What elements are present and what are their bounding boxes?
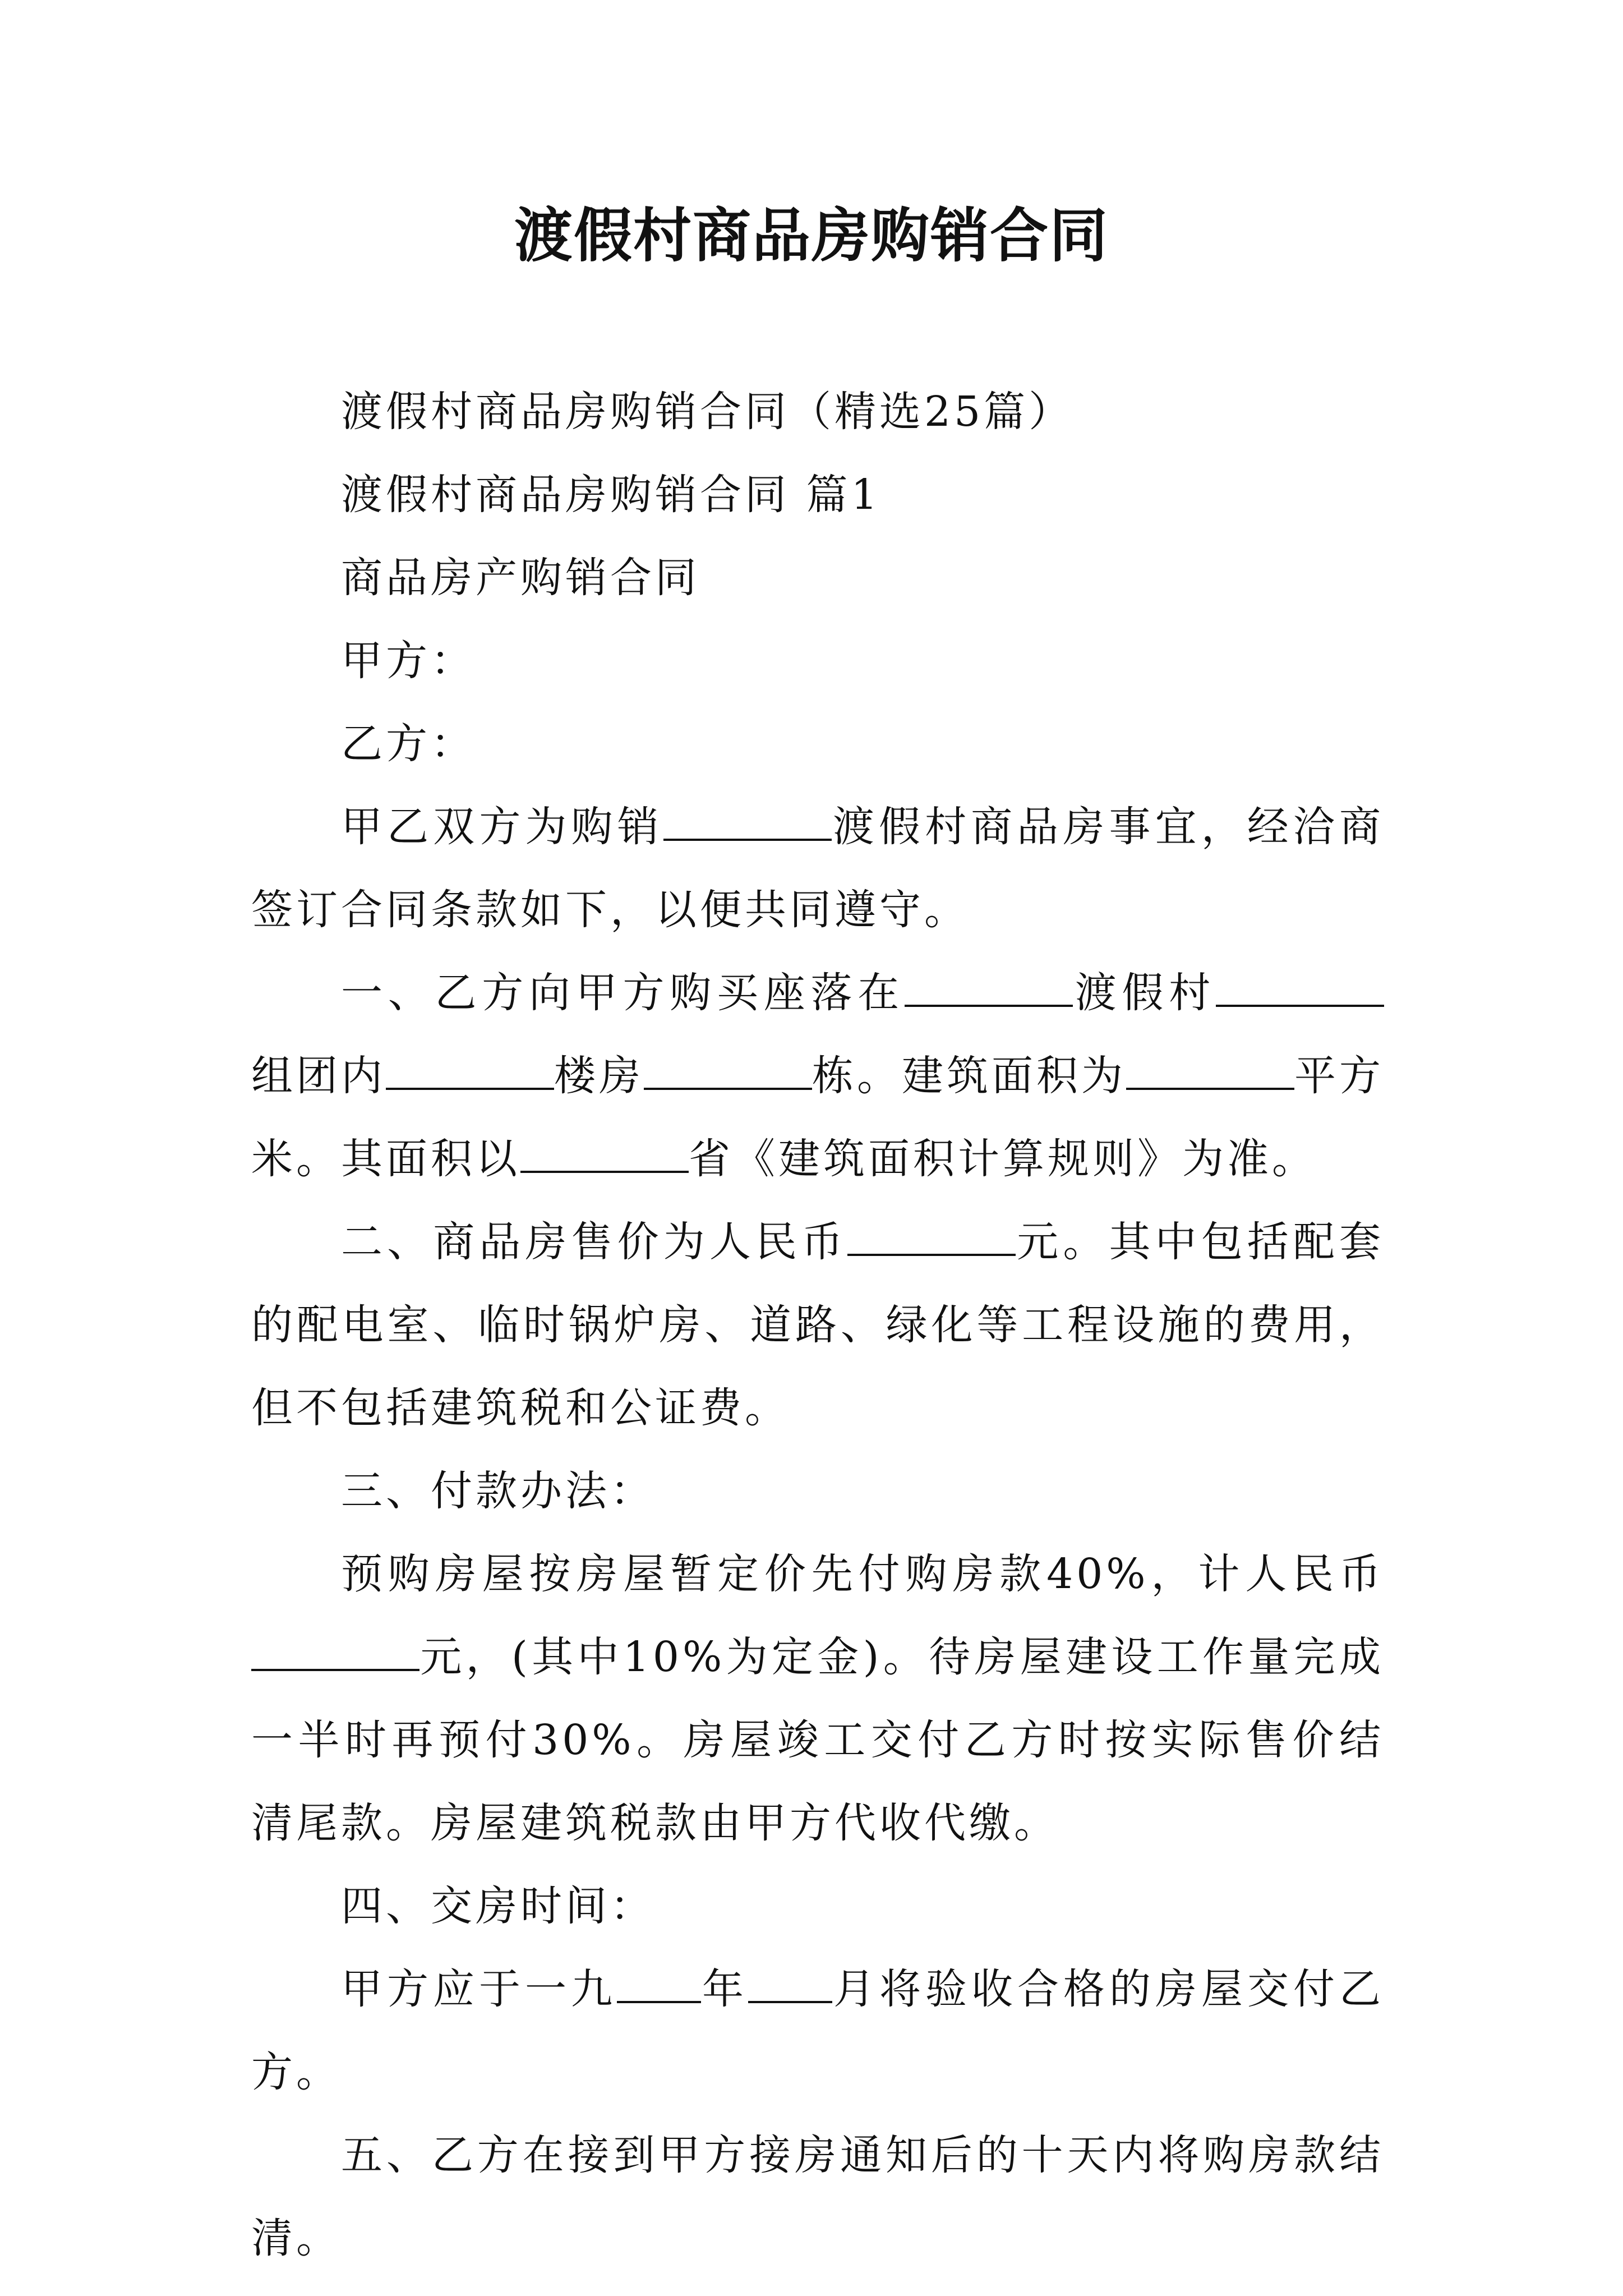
clause-2-paragraph (251, 1200, 1384, 1450)
article-heading-paragraph (251, 453, 1384, 536)
text-segment: 三、付款办法： (341, 1467, 655, 1515)
document-title: 渡假村商品房购销合同 (514, 201, 1109, 270)
fill-in-blank (663, 799, 832, 841)
text-segment: 商品房产购销合同 (341, 554, 700, 602)
text-segment: 渡假村 (1073, 969, 1216, 1017)
text-segment: 渡假村商品房事宜，经洽商签订合同条款如下，以便共同遵守。 (251, 803, 1385, 934)
clause-4-paragraph (251, 1948, 1384, 2114)
fill-in-blank (905, 965, 1073, 1007)
text-segment: 预购房屋按房屋暂定价先付购房款40%，计人民币 (341, 1550, 1384, 1598)
clause-4-heading (251, 1865, 1384, 1948)
document-body (251, 370, 1384, 2280)
text-segment: 渡假村商品房购销合同（精选25篇） (341, 388, 1074, 436)
fill-in-blank (386, 1048, 554, 1090)
text-segment: 楼房 (554, 1052, 644, 1100)
fill-in-blank (748, 1962, 832, 2003)
text-segment: 甲方应于一九 (341, 1965, 617, 2013)
text-segment: 元。其中包括配套的配电室、临时锅炉房、道路、绿化等工程设施的费用，但不包括建筑税和公证费。 (251, 1218, 1385, 1432)
text-segment: 年 (701, 1965, 748, 2013)
text-segment: 甲乙双方为购销 (341, 803, 663, 851)
fill-in-blank (847, 1214, 1016, 1256)
text-segment: 二、商品房售价为人民币 (341, 1218, 848, 1266)
fill-in-blank (520, 1131, 689, 1173)
text-segment: 月将验收合格的房屋交付乙方。 (251, 1965, 1384, 2096)
clause-3-paragraph (251, 1533, 1384, 1865)
fill-in-blank (1216, 965, 1384, 1007)
clause-1-paragraph (251, 951, 1384, 1200)
clause-5-paragraph (251, 2114, 1384, 2280)
text-segment: 四、交房时间： (341, 1882, 655, 1930)
text-segment: 甲方： (341, 637, 476, 685)
text-segment: 平方米。其面积以 (251, 1052, 1384, 1183)
text-segment: 元，(其中10%为定金)。待房屋建设工作量完成一半时再预付30%。房屋竣工交付乙方时按实际售价结清尾款。房屋建筑税款由甲方代收代缴。 (251, 1633, 1384, 1847)
party-a-line (251, 619, 1384, 702)
preamble-paragraph (251, 785, 1384, 951)
clause-3-heading (251, 1450, 1384, 1533)
text-segment: 一、乙方向甲方购买座落在 (341, 969, 905, 1017)
text-segment: 五、乙方在接到甲方接房通知后的十天内将购房款结清。 (251, 2131, 1384, 2262)
text-segment: 乙方： (341, 720, 476, 768)
fill-in-blank (251, 1630, 419, 1671)
fill-in-blank (1126, 1048, 1294, 1090)
fill-in-blank (644, 1048, 812, 1090)
party-b-line (251, 702, 1384, 785)
text-segment: 渡假村商品房购销合同 篇1 (341, 471, 881, 519)
subtitle-paragraph (251, 370, 1384, 453)
contract-name-paragraph (251, 536, 1384, 619)
text-segment: 栋。建筑面积为 (812, 1052, 1126, 1100)
text-segment: 组团内 (251, 1052, 386, 1100)
text-segment: 省《建筑面积计算规则》为准。 (689, 1135, 1317, 1183)
fill-in-blank (617, 1962, 701, 2003)
